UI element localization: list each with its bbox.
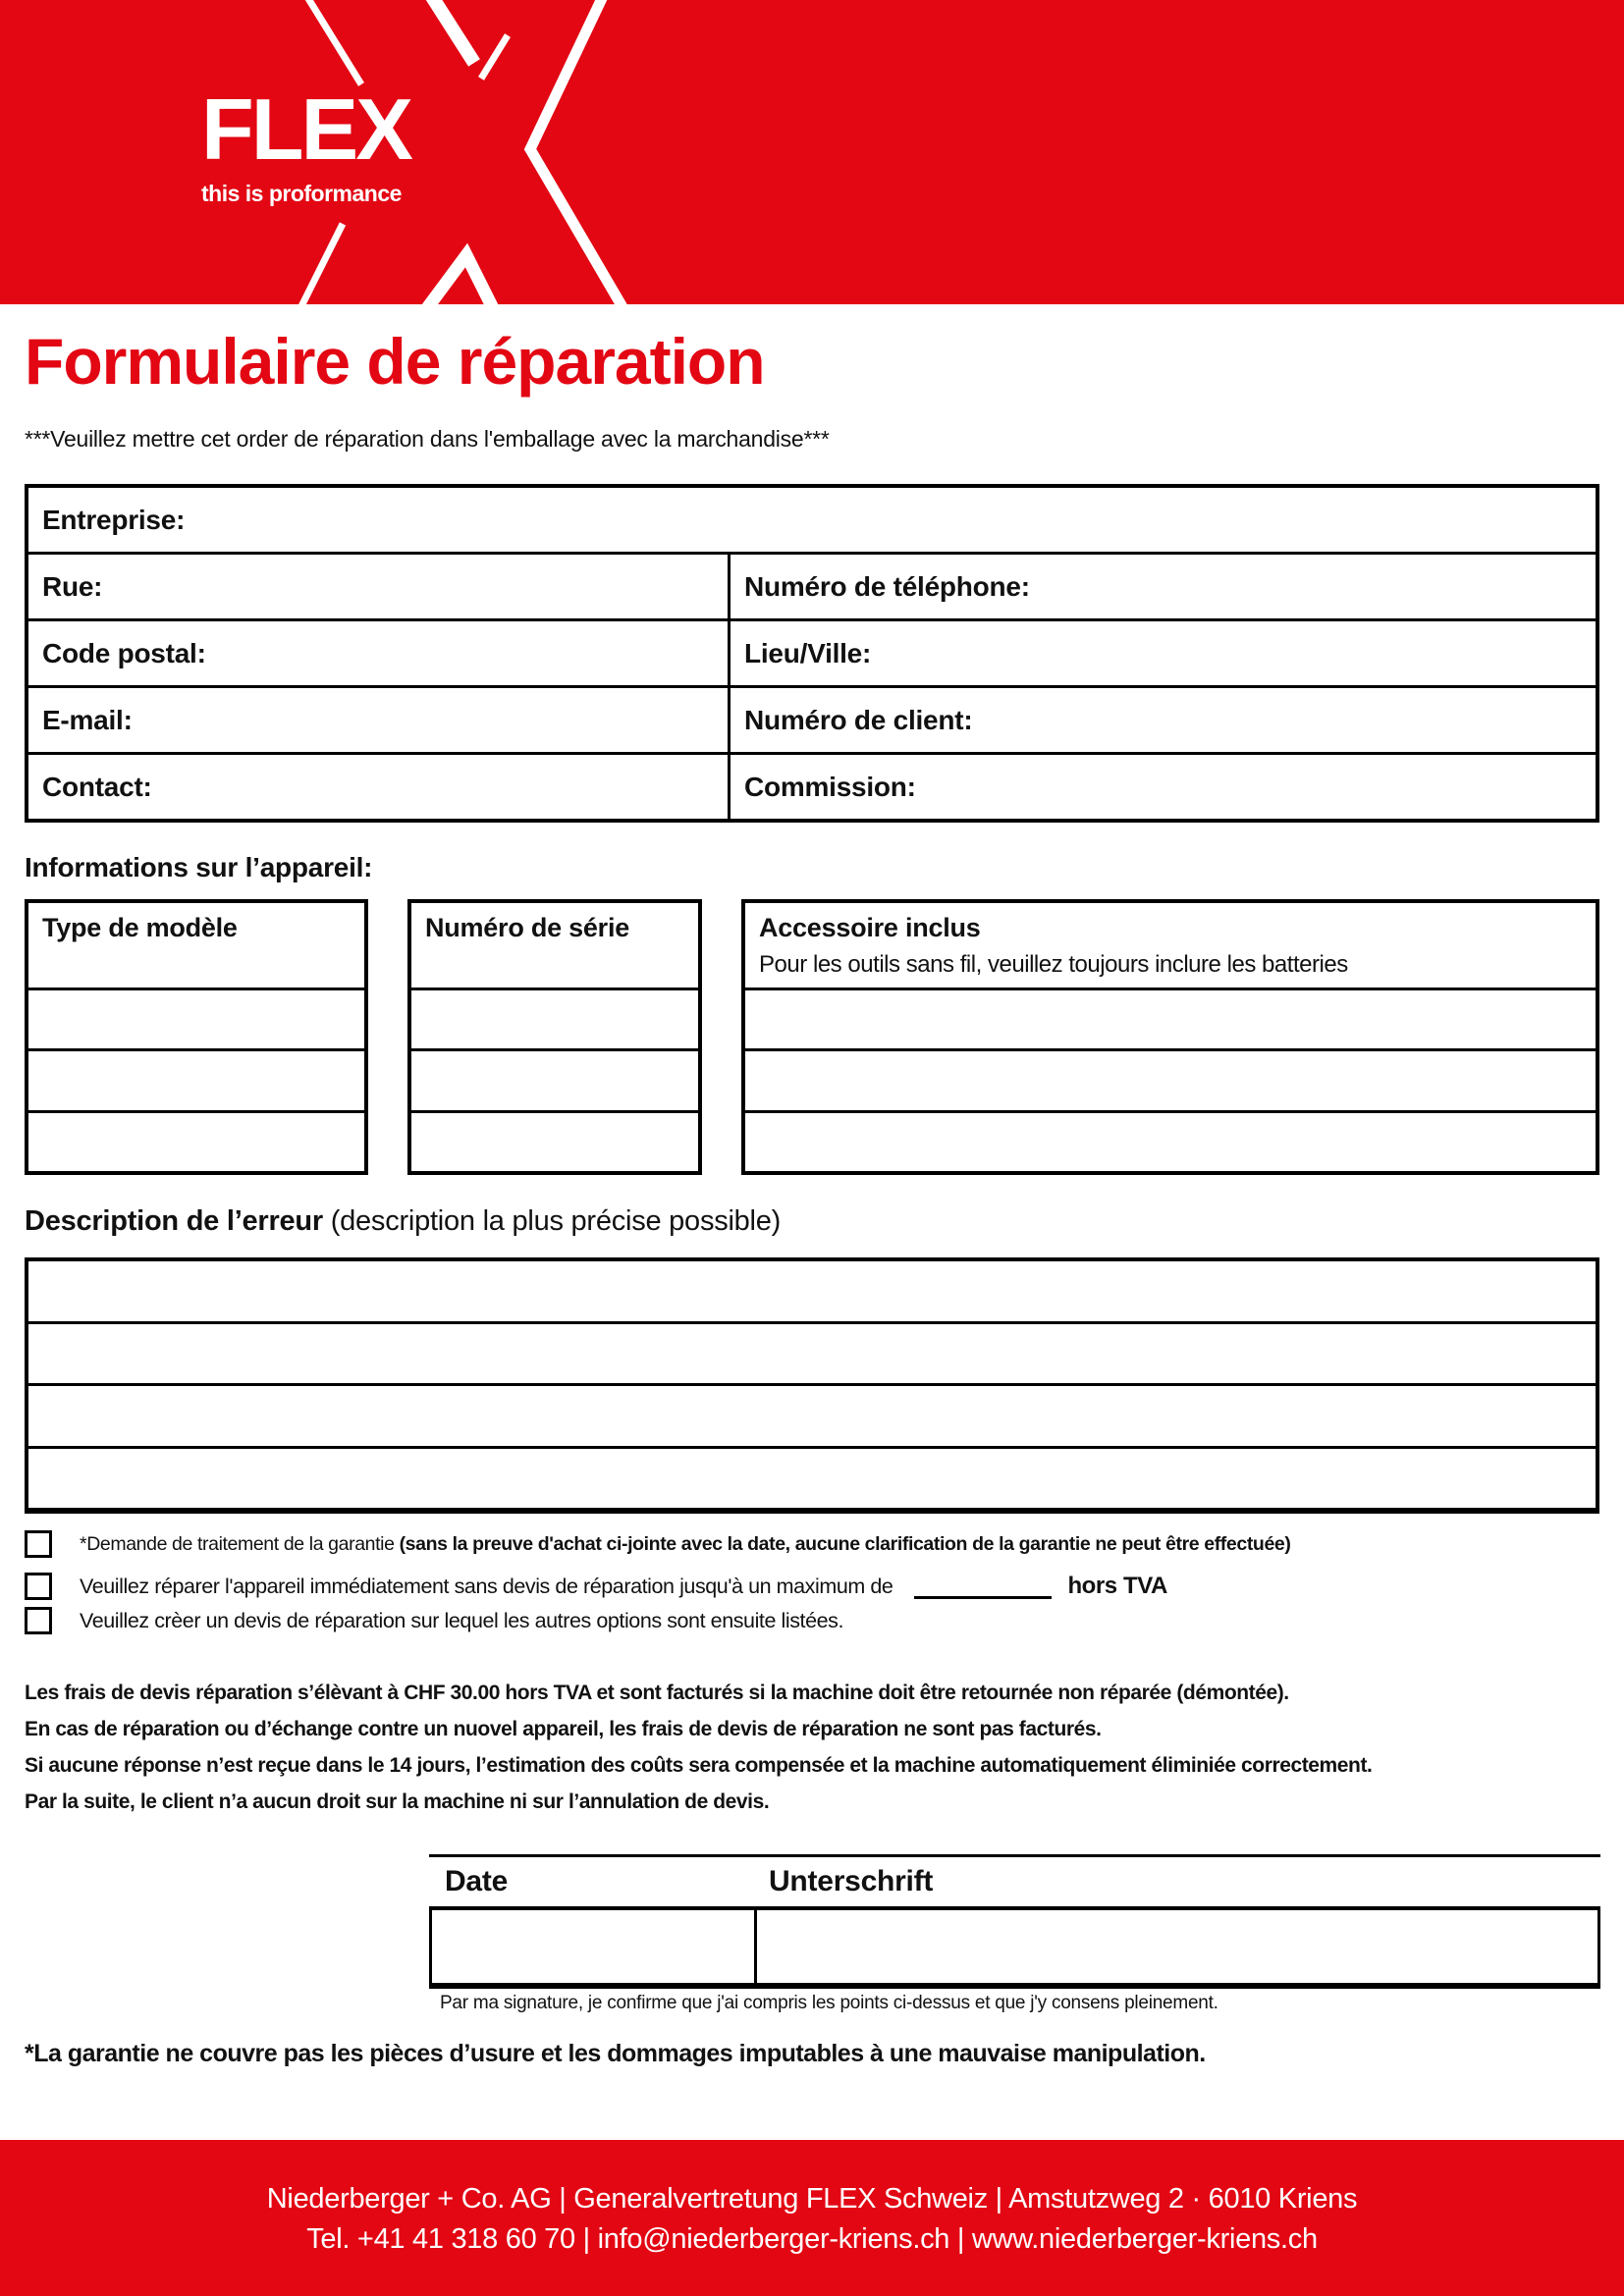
email-field[interactable] — [28, 688, 731, 752]
serial-number-row-3[interactable] — [411, 1110, 698, 1171]
accessories-header — [745, 903, 1596, 988]
brand-header — [0, 0, 1624, 304]
terms-line-4: Par la suite, le client n’a aucun droit sur la machine ni sur l’annulation de devis. — [25, 1790, 770, 1813]
accessories-row-3[interactable] — [745, 1110, 1596, 1171]
code-postal-label: Code postal: — [42, 637, 206, 668]
table-row — [28, 488, 1596, 552]
option-quote-row — [25, 1604, 843, 1637]
accessories-row-1[interactable] — [745, 988, 1596, 1048]
terms-paragraph — [25, 1675, 1600, 1820]
code-postal-field[interactable] — [28, 621, 731, 685]
accessories-title: Accessoire inclus — [759, 913, 981, 942]
model-type-row-2[interactable] — [28, 1048, 364, 1109]
footer-contact-block — [0, 2140, 1624, 2260]
error-description-row-1[interactable] — [28, 1261, 1596, 1321]
lieu-ville-field[interactable] — [731, 621, 1596, 685]
table-row — [28, 618, 1596, 685]
model-type-header — [28, 903, 364, 988]
accessories-note: Pour les outils sans fil, veuillez toujours inclure les batteries — [759, 951, 1348, 978]
accessories-row-2[interactable] — [745, 1048, 1596, 1109]
terms-line-2: En cas de réparation ou d’échange contre un nuovel appareil, les frais de devis de réparation ne sont pas facturés. — [25, 1718, 1102, 1740]
email-label: E-mail: — [42, 704, 133, 735]
signature-table — [429, 1854, 1600, 1989]
footer-contact-line: Tel. +41 41 318 60 70 | info@niederberger-kriens.ch | www.niederberger-kriens.ch — [306, 2223, 1318, 2255]
model-type-title: Type de modèle — [42, 913, 238, 942]
warranty-option-label — [80, 1533, 1290, 1556]
signature-table-headers — [429, 1857, 1600, 1906]
table-row — [28, 685, 1596, 752]
repair-immediately-label — [80, 1573, 1167, 1600]
contact-field[interactable] — [28, 755, 731, 819]
entreprise-field[interactable] — [28, 488, 1596, 552]
error-description-table — [25, 1257, 1599, 1514]
contact-table — [25, 484, 1599, 823]
table-row — [28, 752, 1596, 819]
page-title: Formulaire de réparation — [25, 325, 765, 398]
lieu-ville-label: Lieu/Ville: — [744, 637, 872, 668]
option-warranty-row — [25, 1527, 1290, 1561]
date-input-cell[interactable] — [432, 1910, 757, 1983]
table-row — [28, 552, 1596, 618]
flex-tagline: this is proformance — [201, 181, 402, 206]
intro-instruction: ***Veuillez mettre cet order de réparation dans l'emballage avec la marchandise*** — [25, 426, 830, 452]
quote-text: Veuillez crèer un devis de réparation sur lequel les autres options sont ensuite listées. — [80, 1608, 844, 1632]
flex-logo — [201, 80, 410, 207]
warranty-text-bold: (sans la preuve d'achat ci-jointe avec la date, aucune clarification de la garantie ne peut être effectuée) — [399, 1532, 1291, 1555]
repair-immediately-checkbox[interactable] — [25, 1573, 52, 1600]
commission-label: Commission: — [744, 771, 916, 802]
serial-number-table — [407, 899, 702, 1175]
commission-field[interactable] — [731, 755, 1596, 819]
model-type-table — [25, 899, 368, 1175]
model-type-row-3[interactable] — [28, 1110, 364, 1171]
footer-banner — [0, 2140, 1624, 2296]
error-section-heading — [25, 1205, 781, 1238]
error-description-row-2[interactable] — [28, 1321, 1596, 1384]
serial-number-row-2[interactable] — [411, 1048, 698, 1109]
serial-number-header — [411, 903, 698, 988]
numero-client-label: Numéro de client: — [744, 704, 973, 735]
telephone-field[interactable] — [731, 555, 1596, 618]
hors-tva-label: hors TVA — [1067, 1573, 1167, 1599]
accessories-table — [741, 899, 1599, 1175]
rue-label: Rue: — [42, 570, 103, 602]
date-header: Date — [445, 1865, 509, 1897]
model-type-row-1[interactable] — [28, 988, 364, 1048]
error-heading-normal: (description la plus précise possible) — [322, 1205, 782, 1237]
error-description-row-4[interactable] — [28, 1446, 1596, 1509]
signature-input-cell[interactable] — [757, 1910, 1597, 1983]
option-repair-immediately-row — [25, 1567, 1167, 1606]
warranty-checkbox[interactable] — [25, 1530, 52, 1558]
numero-client-field[interactable] — [731, 688, 1596, 752]
contact-label: Contact: — [42, 771, 152, 802]
error-description-row-3[interactable] — [28, 1383, 1596, 1446]
terms-line-1: Les frais de devis réparation s’élèvant à CHF 30.00 hors TVA et sont facturés si la machine doit être retournée non réparée (démontée). — [25, 1682, 1289, 1704]
serial-number-row-1[interactable] — [411, 988, 698, 1048]
footer-address-line: Niederberger + Co. AG | Generalvertretung FLEX Schweiz | Amstutzweg 2 · 6010 Kriens — [266, 2183, 1358, 2215]
unterschrift-header: Unterschrift — [769, 1865, 934, 1897]
entreprise-label: Entreprise: — [42, 504, 186, 535]
error-heading-bold: Description de l’erreur — [25, 1205, 323, 1237]
warranty-exclusion-note: *La garantie ne couvre pas les pièces d’usure et les dommages imputables à une mauvaise manipulation. — [25, 2040, 1206, 2067]
terms-line-3: Si aucune réponse n’est reçue dans le 14 jours, l’estimation des coûts sera compensée et la machine automatiquement éliminiée correctement. — [25, 1754, 1373, 1777]
rue-field[interactable] — [28, 555, 731, 618]
quote-checkbox[interactable] — [25, 1607, 52, 1634]
device-section-heading: Informations sur l’appareil: — [25, 852, 373, 882]
serial-number-title: Numéro de série — [425, 913, 629, 942]
signature-consent-note: Par ma signature, je confirme que j'ai compris les points ci-dessus et que j'y consens pleinement. — [440, 1993, 1218, 2013]
quote-option-label — [80, 1609, 843, 1633]
telephone-label: Numéro de téléphone: — [744, 570, 1030, 602]
flex-wordmark: FLEX — [201, 80, 410, 178]
warranty-text-normal: *Demande de traitement de la garantie — [80, 1532, 400, 1555]
max-amount-blank-field[interactable] — [914, 1573, 1052, 1599]
repair-immediately-text: Veuillez réparer l'appareil immédiatement sans devis de réparation jusqu'à un maximum de — [80, 1575, 893, 1598]
signature-input-row — [429, 1910, 1600, 1989]
